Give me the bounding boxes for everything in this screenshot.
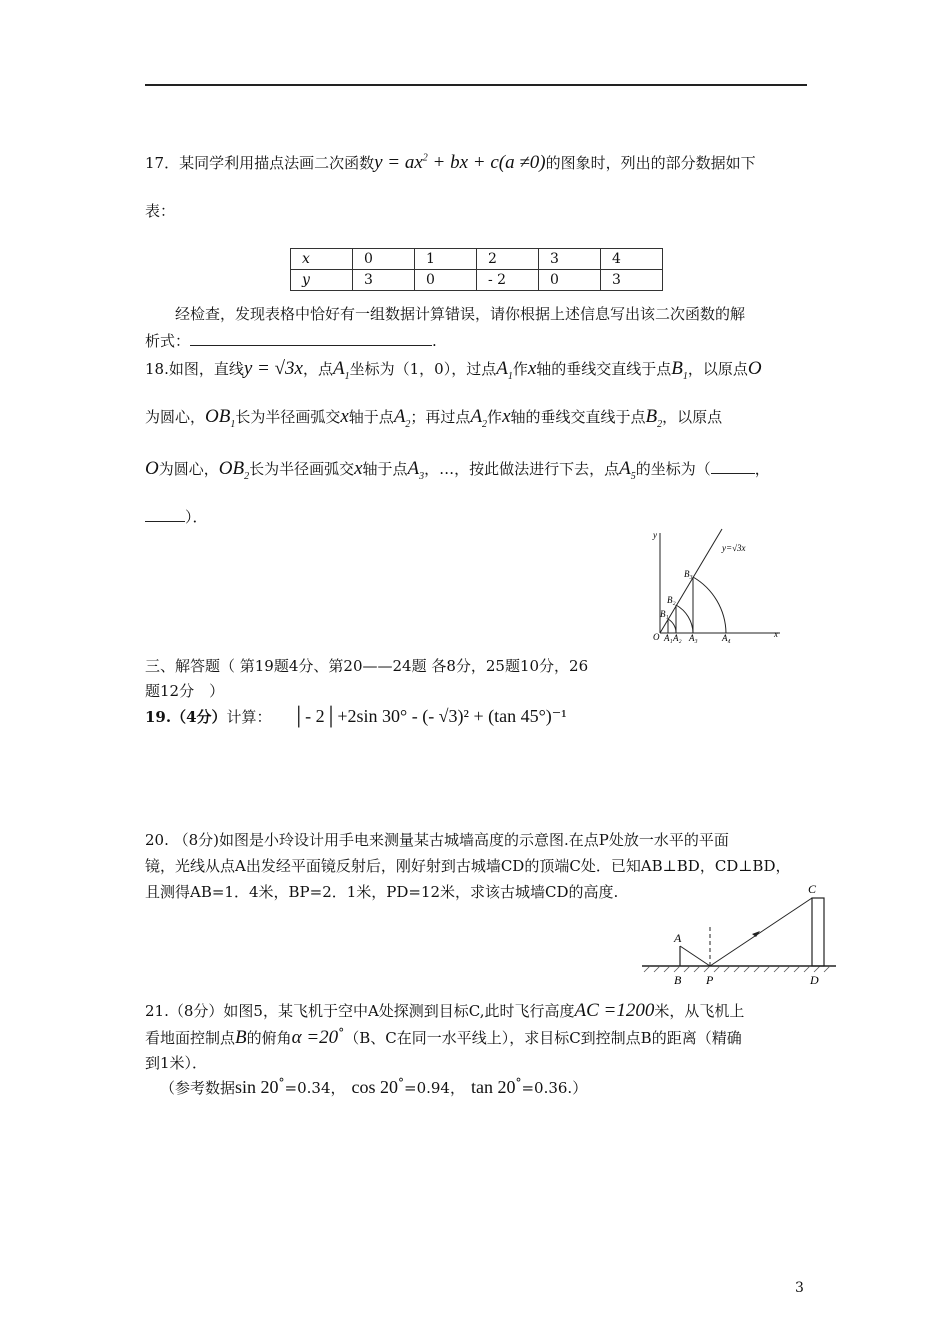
q18-line2: 为圆心，$OB_1$长为半径画弧交x轴于点$A_2$；再过点$A_2$作x轴的垂线交直线于点$B_2$，以原点 <box>145 406 723 430</box>
svg-text:O: O <box>653 632 660 642</box>
section3-line1: 三、解答题（ 第19题4分、第20——24题 各8分，25题10分，26 <box>145 657 589 675</box>
q20-figure <box>640 880 840 992</box>
q17-line2: 表： <box>145 202 176 220</box>
q17-line1: 17．某同学利用描点法画二次函数$y = ax^2$ + bx + c(a ≠0)的图象时，列出的部分数据如下 <box>145 152 756 173</box>
q19: 19.（4分）计算： │- 2│+2sin 30° - (- √3)² + (tan 45°)⁻¹ <box>145 706 567 726</box>
q18-line1: 18.如图，直线y = √3x，点$A_1$坐标为（1，0），过点$A_1$作x轴的垂线交直线于点$B_1$，以原点O <box>145 358 762 382</box>
svg-text:C: C <box>808 882 817 896</box>
svg-text:D: D <box>810 973 819 987</box>
q21-line2: 看地面控制点B的俯角α =20°（B、C在同一水平线上），求目标C到控制点B的距离（精确 <box>145 1026 742 1048</box>
svg-text:B₃: B₃ <box>684 569 693 579</box>
ground-hatch <box>644 966 830 972</box>
q21-reference-data: （参考数据sin 20°=0.34， cos 20°=0.94， tan 20°=0.36.） <box>160 1076 588 1097</box>
arc-3 <box>693 577 726 633</box>
page-number: 3 <box>795 1280 804 1296</box>
answer-blank[interactable] <box>190 345 432 346</box>
svg-text:A₂: A₂ <box>673 633 682 643</box>
answer-blank-y[interactable] <box>145 521 185 522</box>
svg-text:A₁: A₁ <box>664 633 673 643</box>
svg-text:P: P <box>706 973 714 987</box>
q18-equation: y = √3x <box>243 358 303 379</box>
q18-figure <box>640 525 790 645</box>
q17-line4: 析式： . <box>145 332 437 350</box>
arc-2 <box>676 605 693 633</box>
svg-text:y: y <box>653 530 657 540</box>
svg-text:A: A <box>674 931 682 945</box>
header-rule <box>145 84 807 86</box>
svg-text:y=√3x: y=√3x <box>722 543 746 553</box>
city-wall <box>812 898 824 966</box>
q17-line3: 经检查，发现表格中恰好有一组数据计算错误，请你根据上述信息写出该二次函数的解 <box>175 305 746 323</box>
svg-text:B₁: B₁ <box>660 609 669 619</box>
line-y-sqrt3x <box>660 529 722 633</box>
q20-line1: 20. （8分)如图是小玲设计用手电来测量某古城墙高度的示意图.在点P处放一水平的平面 <box>145 831 729 849</box>
svg-text:A₃: A₃ <box>689 633 698 643</box>
table-row: y 3 0 - 2 0 3 <box>291 270 663 291</box>
q17-formula: $y = ax^2$ + bx + c(a ≠0) <box>374 152 546 173</box>
svg-text:B₂: B₂ <box>667 595 676 605</box>
svg-text:A₄: A₄ <box>722 633 731 643</box>
svg-text:B: B <box>674 973 682 987</box>
answer-blank-x[interactable] <box>711 473 755 474</box>
table-row: x 0 1 2 3 4 <box>291 249 663 270</box>
section3-line2: 题12分 ） <box>145 682 225 700</box>
q18-line4: ）． <box>145 506 208 527</box>
q21-line1: 21.（8分）如图5，某飞机于空中A处探测到目标C,此时飞行高度AC =1200米，从飞机上 <box>145 1000 745 1021</box>
q20-line3: 且测得AB=1．4米，BP=2．1米，PD=12米，求该古城墙CD的高度. <box>145 883 619 901</box>
q20-line2: 镜，光线从点A出发经平面镜反射后，刚好射到古城墙CD的顶端C处．已知AB⊥BD，CD⊥BD， <box>145 857 791 875</box>
q18-line3: O为圆心，$OB_2$长为半径画弧交x轴于点$A_3$，…，按此做法进行下去，点$A_5$的坐标为（ ， <box>145 458 770 482</box>
arc-1 <box>668 619 676 633</box>
q19-expression: │- 2│+2sin 30° - (- √3)² + (tan 45°)⁻¹ <box>292 706 567 726</box>
q17-data-table <box>290 248 663 291</box>
svg-text:x: x <box>774 629 778 639</box>
q21-line3: 到1米）． <box>145 1054 208 1072</box>
